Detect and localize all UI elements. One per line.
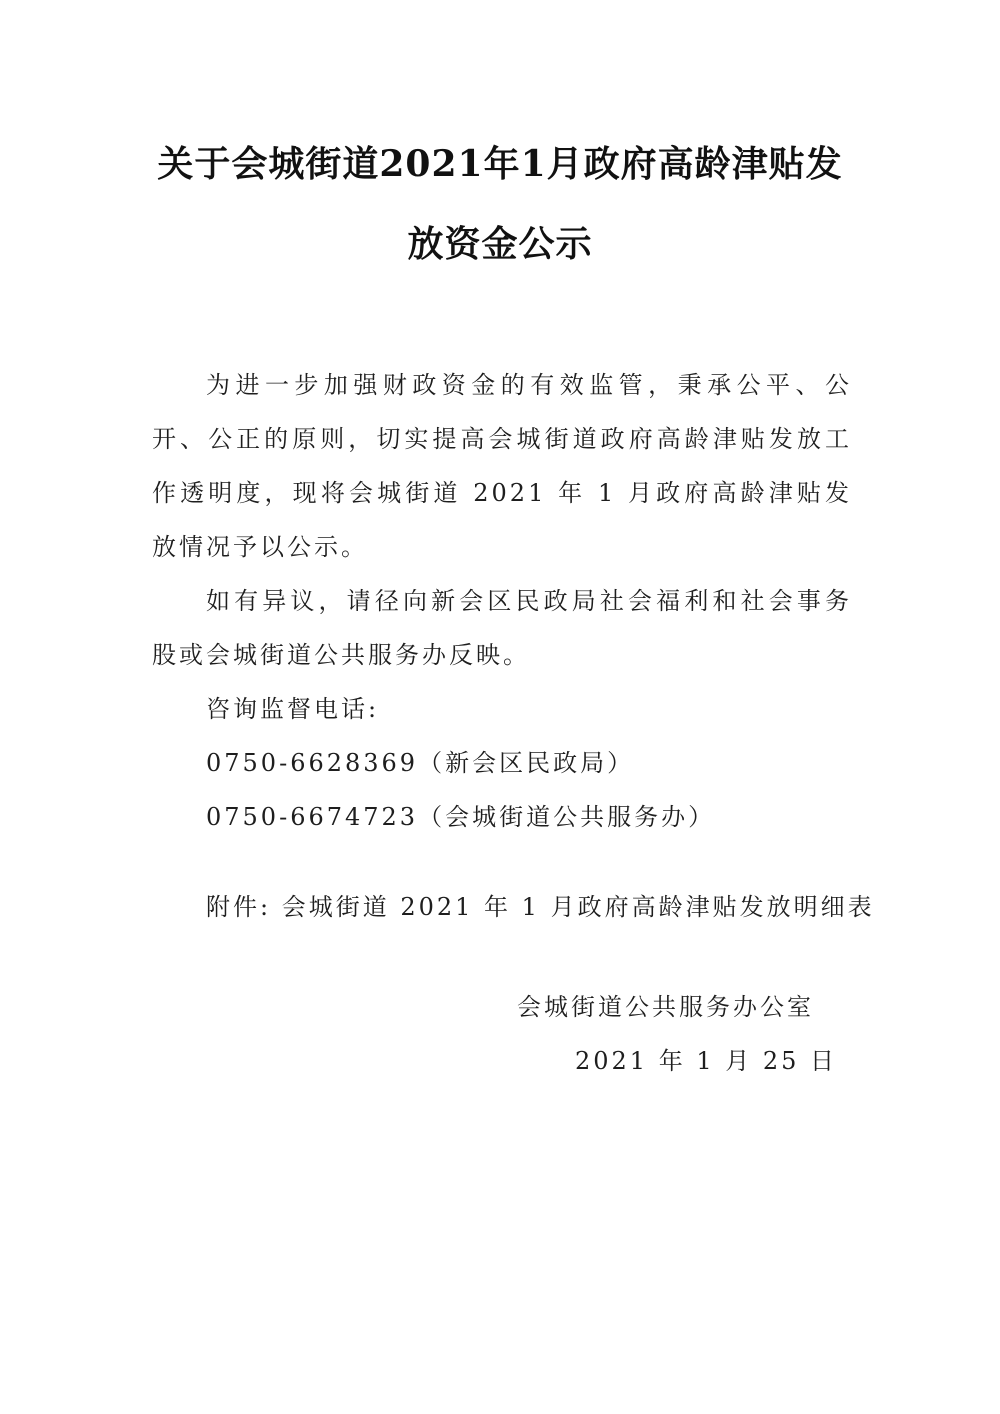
body-paragraph-1: 为进一步加强财政资金的有效监管，秉承公平、公开、公正的原则，切实提高会城街道政府高龄津贴发放工作透明度，现将会城街道 2021 年 1 月政府高龄津贴发放情况予以公示。	[152, 371, 852, 561]
attachment-note: 附件: 会城街道 2021 年 1 月政府高龄津贴发放明细表	[206, 893, 875, 921]
contact-label: 咨询监督电话:	[206, 695, 380, 723]
contact-phone-civil-affairs: 0750-6628369（新会区民政局）	[206, 749, 635, 777]
document-title-line-1: 关于会城街道2021年1月政府高龄津贴发	[157, 143, 843, 185]
body-paragraph-2: 如有异议，请径向新会区民政局社会福利和社会事务股或会城街道公共服务办反映。	[152, 587, 852, 669]
contact-phone-public-service: 0750-6674723（会城街道公共服务办）	[206, 803, 716, 831]
document-title-line-2: 放资金公示	[407, 223, 593, 265]
signature-date: 2021 年 1 月 25 日	[575, 1047, 838, 1075]
signature-organization: 会城街道公共服务办公室	[517, 993, 814, 1021]
